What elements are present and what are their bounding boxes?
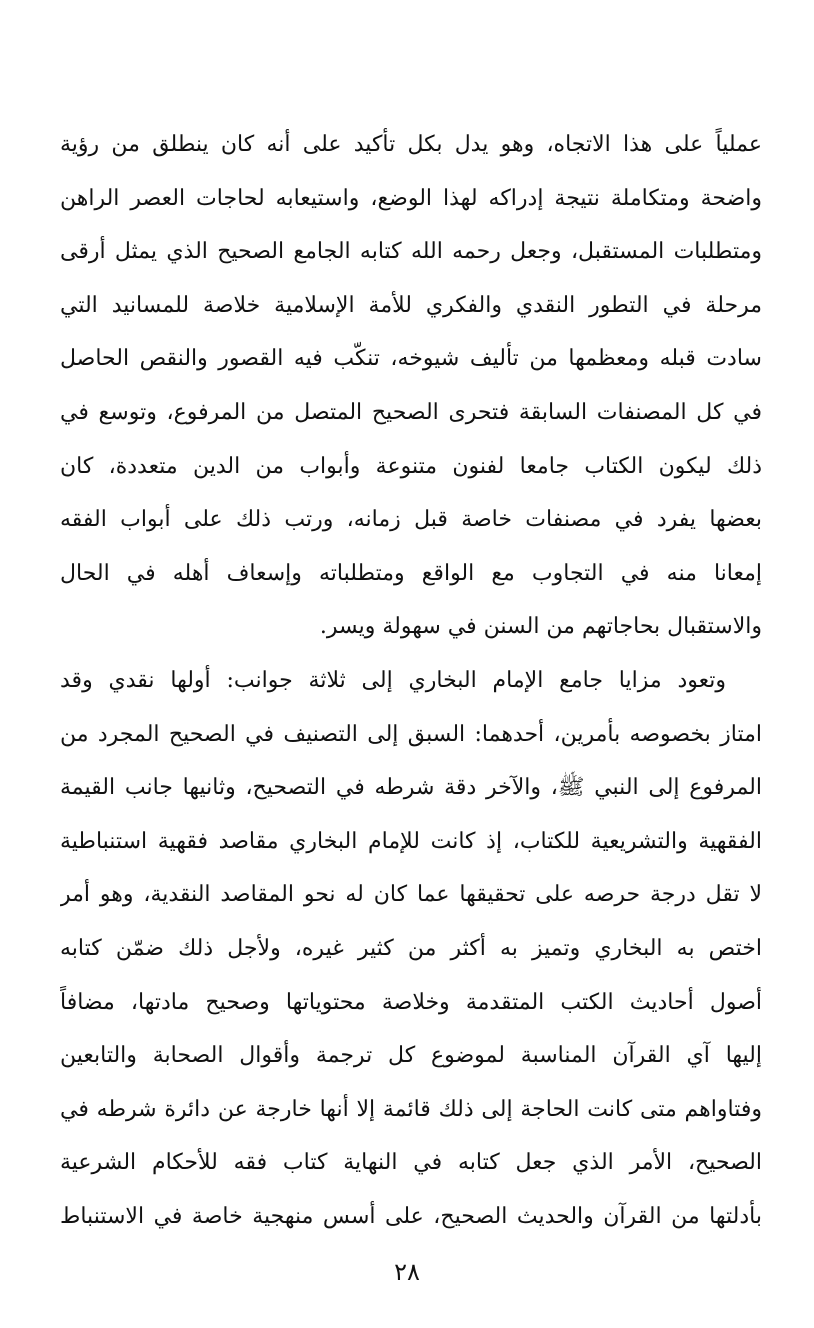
- text-line: وفتاواهم متى كانت الحاجة إلى ذلك قائمة إلا أنها خارجة عن دائرة شرطه في: [60, 1096, 762, 1122]
- text-line: إمعانا منه في التجاوب مع الواقع ومتطلباته وإسعاف أهله في الحال: [60, 560, 762, 586]
- text-line: إليها آي القرآن المناسبة لموضوع كل ترجمة وأقوال الصحابة والتابعين: [60, 1043, 762, 1069]
- text-line: عملياً على هذا الاتجاه، وهو يدل بكل تأكيد على أنه كان ينطلق من رؤية: [60, 132, 762, 157]
- paragraph-2: [60, 654, 762, 1244]
- text-line: الصحيح، الأمر الذي جعل كتابه في النهاية كتاب فقه للأحكام الشرعية: [60, 1150, 762, 1176]
- text-line: وتعود مزايا جامع الإمام البخاري إلى ثلاثة جوانب: أولها نقدي وقد: [60, 667, 726, 693]
- text-line: الفقهية والتشريعية للكتاب، إذ كانت للإمام البخاري مقاصد فقهية استنباطية: [60, 828, 762, 854]
- text-line: ومتطلبات المستقبل، وجعل رحمه الله كتابه الجامع الصحيح الذي يمثل أرقى: [60, 239, 762, 265]
- text-line: في كل المصنفات السابقة فتحرى الصحيح المتصل من المرفوع، وتوسع في: [60, 399, 762, 425]
- text-line: لا تقل درجة حرصه على تحقيقها عما كان له نحو المقاصد النقدية، وهو أمر: [60, 882, 762, 908]
- body-text: [60, 118, 762, 1243]
- text-line: بعضها يفرد في مصنفات خاصة قبل زمانه، ورتب ذلك على أبواب الفقه: [60, 507, 762, 533]
- text-line: اختص به البخاري وتميز به أكثر من كثير غيره، ولأجل ذلك ضمّن كتابه: [60, 935, 762, 961]
- text-line: والاستقبال بحاجاتهم من السنن في سهولة ويسر.: [319, 614, 762, 640]
- text-line: مرحلة في التطور النقدي والفكري للأمة الإسلامية خلاصة للمسانيد التي: [60, 292, 762, 318]
- text-line: سادت قبله ومعظمها من تأليف شيوخه، تنكّب فيه القصور والنقص الحاصل: [60, 346, 762, 372]
- text-line: ذلك ليكون الكتاب جامعا لفنون متنوعة وأبواب من الدين متعددة، كان: [60, 453, 762, 479]
- text-line: واضحة ومتكاملة نتيجة إدراكه لهذا الوضع، واستيعابه لحاجات العصر الراهن: [60, 185, 762, 211]
- page-number: ٢٨: [394, 1258, 420, 1286]
- text-line: المرفوع إلى النبي ﷺ، والآخر دقة شرطه في التصحيح، وثانيها جانب القيمة: [60, 775, 762, 801]
- paragraph-1: [60, 118, 762, 654]
- text-line: أصول أحاديث الكتب المتقدمة وخلاصة محتوياتها وصحيح مادتها، مضافاً: [60, 989, 762, 1015]
- text-line: بأدلتها من القرآن والحديث الصحيح، على أسس منهجية خاصة في الاستنباط: [60, 1203, 762, 1229]
- text-line: امتاز بخصوصه بأمرين، أحدهما: السبق إلى التصنيف في الصحيح المجرد من: [60, 721, 762, 747]
